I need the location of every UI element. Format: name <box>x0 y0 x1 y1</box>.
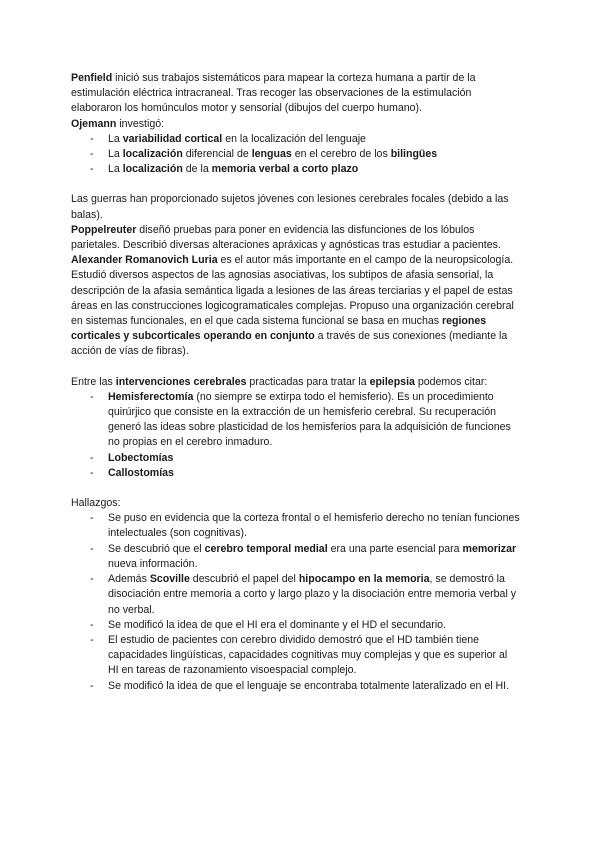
spacer <box>71 481 520 496</box>
paragraph-poppelreuter: Poppelreuter diseñó pruebas para poner en evidencia las disfunciones de los lóbulos parietales. Describió diversas alteraciones apráxicas y agnósticas tras estudiar a pacientes. <box>71 223 501 252</box>
list-item: - Además Scoville descubrió el papel del hipocampo en la memoria, se demostró la disociación entre memoria a corto y largo plazo y la disociación entre memoria verbal y no verbal. <box>108 572 520 618</box>
list-item: - Se modificó la idea de que el lenguaje se encontraba totalmente lateralizado en el HI. <box>108 679 520 694</box>
list-item: - La localización de la memoria verbal a corto plazo <box>108 162 520 177</box>
list-item: - El estudio de pacientes con cerebro dividido demostró que el HD también tiene capacidades lingüísticas, capacidades cognitivas muy complejas y que es superior al HI en tareas de razonamiento visoespacial complejo. <box>108 633 520 679</box>
ojemann-list <box>71 132 520 178</box>
hallazgos-list <box>71 511 520 693</box>
list-item: - Se modificó la idea de que el HI era el dominante y el HD el secundario. <box>108 618 520 633</box>
list-item: - Lobectomías <box>108 451 520 466</box>
intervenciones-list <box>71 390 520 481</box>
paragraph-penfield: Penfield inició sus trabajos sistemáticos para mapear la corteza humana a partir de la estimulación eléctrica intracraneal. Tras recoger las observaciones de la estimulación elaboraron los homúnculos motor y sensorial (dibujos del cuerpo humano). <box>71 72 476 115</box>
paragraph-ojemann: Ojemann investigó: <box>71 117 165 130</box>
list-item: - Se puso en evidencia que la corteza frontal o el hemisferio derecho no tenían funciones intelectuales (son cognitivas). <box>108 511 520 541</box>
spacer <box>71 177 520 192</box>
heading-hallazgos: Hallazgos: <box>71 497 121 510</box>
list-item: - Hemisferectomía (no siempre se extirpa todo el hemisferio). Es un procedimiento quirúrjico que consiste en la extracción de un hemisferio cerebral. Su recuperación generó las ideas sobre plasticidad de los hemisferios para la adquisición de funciones no propias en el cerebro inmaduro. <box>108 390 520 451</box>
list-item: - La variabilidad cortical en la localización del lenguaje <box>108 132 520 147</box>
paragraph-luria: Alexander Romanovich Luria es el autor más importante en el campo de la neuropsicología. Estudió diversos aspectos de las agnosias asociativas, los subtipos de afasia sensorial, la descripción de la afasia semántica ligada a lesiones de las áreas terciarias y el papel de estas áreas en las construcciones logicogramaticales complejas. Propuso una organización cerebral en sistemas funcionales, en el que cada sistema funcional se basa en muchas regiones corticales y subcorticales operando en conjunto a través de sus conexiones (mediante la acción de vías de fibras). <box>71 254 514 358</box>
spacer <box>71 360 520 375</box>
list-item: - Se descubrió que el cerebro temporal medial era una parte esencial para memorizar nueva información. <box>108 542 520 572</box>
list-item: - La localización diferencial de lenguas en el cerebro de los bilingües <box>108 147 520 162</box>
paragraph-guerras: Las guerras han proporcionado sujetos jóvenes con lesiones cerebrales focales (debido a las balas). <box>71 193 509 221</box>
paragraph-intervenciones: Entre las intervenciones cerebrales practicadas para tratar la epilepsia podemos citar: <box>71 375 488 388</box>
list-item: - Callostomías <box>108 466 520 481</box>
